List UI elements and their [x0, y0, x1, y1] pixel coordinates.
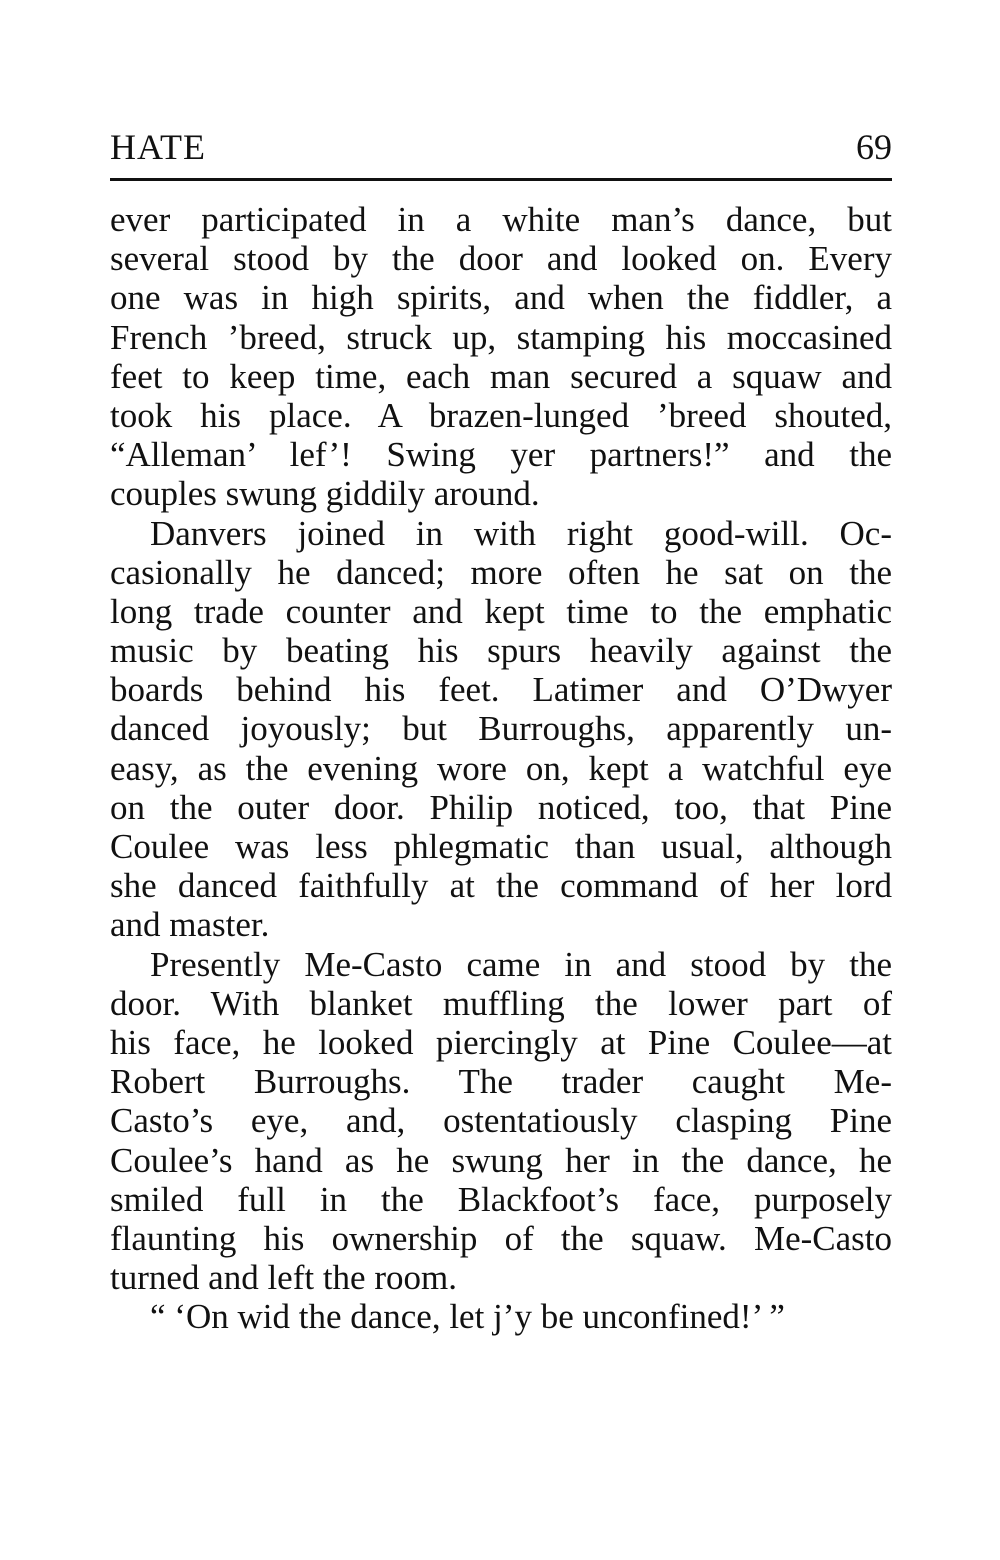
text-line: “ ‘On wid the dance, let j’y be unconfined!’ ”: [150, 1297, 785, 1337]
text-line: door. With blanket muffling the lower part of: [110, 983, 892, 1023]
paragraph: [110, 945, 892, 1298]
running-head: HATE: [110, 127, 206, 167]
paragraph: [110, 514, 892, 945]
text-line: easy, as the evening wore on, kept a watchful eye: [110, 748, 892, 788]
body-text: [110, 200, 892, 1336]
text-line: Casto’s eye, and, ostentatiously clasping Pine: [110, 1101, 892, 1141]
text-line: Danvers joined in with right good-will. Oc-: [150, 513, 892, 553]
text-line: French ’breed, struck up, stamping his moccasined: [110, 317, 892, 357]
text-line: feet to keep time, each man secured a squaw and: [110, 356, 892, 396]
text-line: boards behind his feet. Latimer and O’Dwyer: [110, 670, 892, 710]
text-line: his face, he looked piercingly at Pine Coulee—at: [110, 1022, 892, 1062]
text-line: danced joyously; but Burroughs, apparently un-: [110, 709, 892, 749]
text-line: Presently Me-Casto came in and stood by the: [150, 944, 892, 984]
text-line: long trade counter and kept time to the emphatic: [110, 591, 892, 631]
paragraph: [110, 200, 892, 514]
text-line: ever participated in a white man’s dance, but: [110, 200, 892, 239]
text-line: “Alleman’ lef’! Swing yer partners!” and the: [110, 435, 892, 475]
text-line: several stood by the door and looked on. Every: [110, 239, 892, 279]
text-line: one was in high spirits, and when the fiddler, a: [110, 278, 892, 318]
text-line: casionally he danced; more often he sat on the: [110, 552, 892, 592]
text-line: couples swung giddily around.: [110, 474, 540, 514]
text-line: and master.: [110, 905, 270, 945]
text-line: she danced faithfully at the command of her lord: [110, 866, 892, 906]
text-line: smiled full in the Blackfoot’s face, purposely: [110, 1179, 892, 1219]
paragraph: [110, 1297, 892, 1336]
text-line: took his place. A brazen-lunged ’breed shouted,: [110, 395, 892, 435]
text-line: turned and left the room.: [110, 1258, 457, 1298]
text-line: flaunting his ownership of the squaw. Me-Casto: [110, 1218, 892, 1258]
page-number: 69: [856, 127, 892, 167]
text-line: Coulee was less phlegmatic than usual, although: [110, 827, 892, 866]
text-line: Robert Burroughs. The trader caught Me-: [110, 1062, 892, 1102]
text-line: music by beating his spurs heavily against the: [110, 631, 892, 671]
page-header: [110, 120, 892, 181]
text-line: on the outer door. Philip noticed, too, that Pine: [110, 787, 892, 827]
text-line: Coulee’s hand as he swung her in the dance, he: [110, 1140, 892, 1180]
